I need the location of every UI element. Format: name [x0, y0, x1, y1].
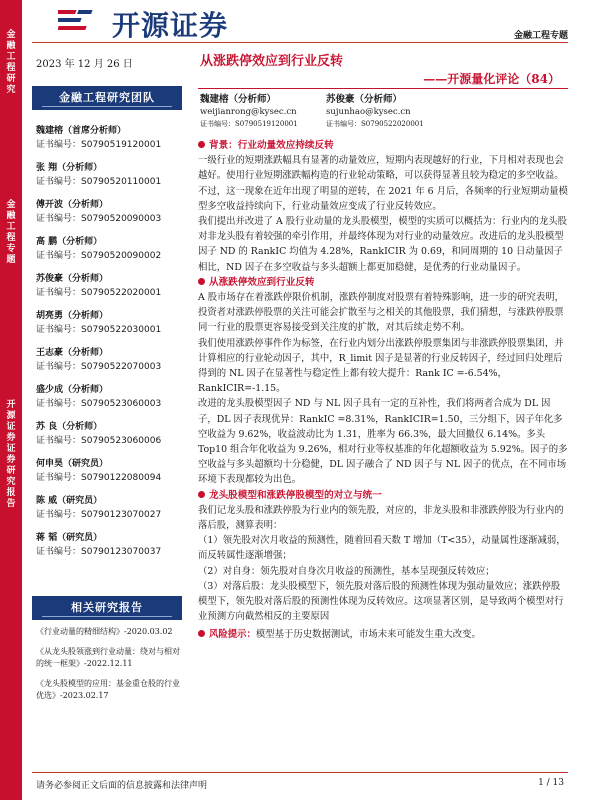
license-label: 证书编号： [36, 473, 82, 483]
bullet-dot-icon [198, 630, 205, 637]
risk-text: 模型基于历史数据测试，市场未来可能发生重大改变。 [255, 628, 481, 640]
analyst-name: 魏建榕（分析师） [200, 94, 277, 105]
paragraph: 我们使用涨跌停事件作为标签，在行业内划分出涨跌停股票集团与非涨跌停股票集团，并计算相应的行业轮动因子，其中，R_limit 因子是显著的行业反转因子，经过回归处理后得到的 NL 因子在显著性与稳定性上都有较大提升：Rank IC =-6.54%，RankICIR=-1.15。 [198, 337, 564, 395]
member-name: 何申昊（研究员） [36, 459, 109, 469]
member-name: 苏 良（分析师） [36, 422, 103, 432]
license-number: S0790520090002 [81, 251, 162, 261]
license-label: 证书编号： [36, 214, 82, 224]
member-name: 胡亮勇（分析师） [36, 311, 109, 321]
member-name: 王志豪（分析师） [36, 348, 109, 358]
company-logo [58, 2, 258, 42]
footer-divider [32, 772, 568, 773]
team-member [36, 309, 186, 346]
sidebar-strip [0, 0, 22, 800]
report-body [198, 138, 568, 642]
bullet-dot-icon [198, 278, 205, 285]
member-name: 蒋 韬（研究员） [36, 533, 103, 543]
member-name: 魏建榕（首席分析师） [36, 126, 127, 136]
license-label: 证书编号： [36, 510, 82, 520]
license-number: S0790523060003 [81, 399, 162, 409]
sidebar-label-research: 金融工程研究 [6, 30, 16, 95]
section-heading: 龙头股模型和涨跌停股模型的对立与统一 [198, 488, 568, 503]
license-number: S0790123070027 [81, 510, 162, 520]
license-label: 证书编号： [36, 251, 82, 261]
analyst-name: 苏俊豪（分析师） [326, 94, 403, 105]
team-member [36, 457, 186, 494]
team-member [36, 494, 186, 531]
paragraph: （2）对自身：领先股对自身次月收益的预测性，基本呈现强反转效应； [198, 565, 495, 577]
sidebar-label-report-type: 金融工程专题 [6, 200, 16, 265]
member-name: 傅开波（分析师） [36, 200, 109, 210]
section-heading: 背景：行业动量效应持续反转 [198, 138, 568, 153]
analyst-email[interactable]: sujunhao@kysec.cn [326, 107, 411, 117]
bullet-dot-icon [198, 141, 205, 148]
related-reports-banner: 相关研究报告 [32, 596, 182, 620]
related-report-link[interactable]: 《行业动量的精细结构》-2020.03.02 [36, 627, 173, 636]
license-number: S0790123070037 [81, 547, 162, 557]
license-number: S0790520090003 [81, 214, 162, 224]
license-label: 证书编号： [36, 325, 82, 335]
header-divider [32, 42, 568, 43]
report-subtitle: ——开源量化评论（84） [423, 72, 560, 86]
analyst-card [200, 94, 298, 130]
report-title: 从涨跌停效应到行业反转 [200, 54, 344, 69]
license-number: S0790522030001 [81, 325, 162, 335]
brand-name: 开源证券 [112, 9, 229, 42]
license-number: S0790519120001 [81, 140, 162, 150]
license-number: S0790522070003 [81, 362, 162, 372]
section-heading: 从涨跌停效应到行业反转 [198, 275, 568, 290]
logo-mark-icon [58, 6, 106, 36]
team-list [36, 124, 186, 568]
license-number: S0790122080094 [81, 473, 162, 483]
sidebar-label-company: 开源证券 证券研究报告 [6, 400, 16, 509]
license-label: 证书编号： [36, 140, 82, 150]
license-label: 证书编号： [36, 436, 82, 446]
title-divider [198, 88, 568, 89]
paragraph: 一级行业的短期涨跌幅具有显著的动量效应，短期内表现越好的行业，下月相对表现也会越好。使用行业短期涨跌幅构造的行业轮动策略，可以获得显著且较为稳定的多空收益。不过，这一现象在近年出现了明显的逆转，在 2021 年 6 月后，各频率的行业短期动量模型多空收益持续向下，行业动量效应变成了行业反转效应。 [198, 155, 568, 212]
paragraph: A 股市场存在着涨跌停限价机制，涨跌停制度对股票有着特殊影响，进一步的研究表明，投资者对涨跌停股票的关注可能会扩散至与之相关的其他股票，我们猜想，与涨跌停股票同一行业的股票更容易接受到关注度的扩散，对其后续走势不利。 [198, 292, 565, 334]
paragraph: （3）对落后股：龙头股模型下，领先股对落后股的预测性体现为强动量效应；涨跌停股模型下，领先股对落后股的预测性体现为反转效应。这项显著区别，是导致两个模型对行业预测方向截然相反的主要原因 [198, 580, 564, 623]
member-name: 张 翔（分析师） [36, 163, 103, 173]
license-label: 证书编号： [36, 288, 82, 298]
member-name: 盛少成（分析师） [36, 385, 109, 395]
license-number: S0790520110001 [81, 177, 162, 187]
team-member [36, 531, 186, 568]
license-label: 证书编号： [36, 362, 82, 372]
team-banner: 金融工程研究团队 [32, 86, 182, 110]
paragraph: 改进的龙头股模型因子 ND 与 NL 因子具有一定的互补性，我们将两者合成为 DL 因子，DL 因子表现优异：RankIC =8.31%，RankICIR=1.50，三分组下，因子年化多空收益为 9.62%，收益波动比为 1.31，胜率为 66.3%，最大回撤仅 6.14%。多头 Top10 组合年化收益为 9.26%，相对行业等权基准的年化超额收益为 5.92%。因子的多空收益与多头超额均十分稳健，DL 因子融合了 ND 因子与 NL 因子的优点，在不同市场环境下表现都较为出色。 [198, 398, 568, 486]
page-number: 1 / 13 [538, 778, 564, 788]
license-number: S0790522020001 [81, 288, 162, 298]
team-member [36, 346, 186, 383]
report-date: 2023 年 12 月 26 日 [36, 59, 133, 70]
team-member [36, 235, 186, 272]
member-name: 高 鹏（分析师） [36, 237, 103, 247]
analyst-license: 证书编号：S0790519120001 [200, 120, 298, 128]
team-member [36, 161, 186, 198]
license-label: 证书编号： [36, 547, 82, 557]
member-name: 苏俊豪（分析师） [36, 274, 109, 284]
related-reports-list [36, 626, 186, 710]
related-report-link[interactable]: 《从龙头股领涨到行业动量：绕对与相对的统一框架》-2022.12.11 [36, 647, 180, 668]
team-member [36, 420, 186, 457]
report-type-label: 金融工程专题 [513, 31, 568, 41]
analyst-email[interactable]: weijianrong@kysec.cn [200, 107, 297, 117]
footer-disclaimer: 请务必参阅正文后面的信息披露和法律声明 [36, 781, 208, 791]
risk-label: 风险提示： [209, 628, 256, 640]
team-member [36, 383, 186, 420]
paragraph: 我们提出并改进了 A 股行业动量的龙头股模型，模型的实质可以概括为：行业内的龙头股对非龙头股有着较强的牵引作用，并最终体现为对行业的动量效应。改进后的龙头股模型因子 ND 的 RankIC 均值为 4.28%，RankICIR 为 0.69，和同周期的 10 日动量因子相比，ND 因子在多空收益与多头超额上都更加稳健，是优秀的行业动量因子。 [198, 216, 567, 273]
license-number: S0790523060006 [81, 436, 162, 446]
analyst-card [326, 94, 424, 130]
team-member [36, 272, 186, 309]
license-label: 证书编号： [36, 399, 82, 409]
paragraph: （1）领先股对次月收益的预测性，随着回看天数 T 增加（T<35），动量属性逐渐减弱，而反转属性逐渐增强； [198, 535, 566, 562]
related-report-link[interactable]: 《龙头股模型的应用：基金重仓股的行业优选》-2023.02.17 [36, 679, 180, 700]
team-member [36, 124, 186, 161]
paragraph: 我们记龙头股和涨跌停股为行业内的领先股，对应的，非龙头股和非涨跌停股为行业内的落后股，测算表明： [198, 504, 564, 532]
risk-warning [198, 627, 568, 642]
license-label: 证书编号： [36, 177, 82, 187]
team-member [36, 198, 186, 235]
member-name: 陈 威（研究员） [36, 496, 103, 506]
analyst-license: 证书编号：S0790522020001 [326, 120, 424, 128]
bullet-dot-icon [198, 491, 205, 498]
